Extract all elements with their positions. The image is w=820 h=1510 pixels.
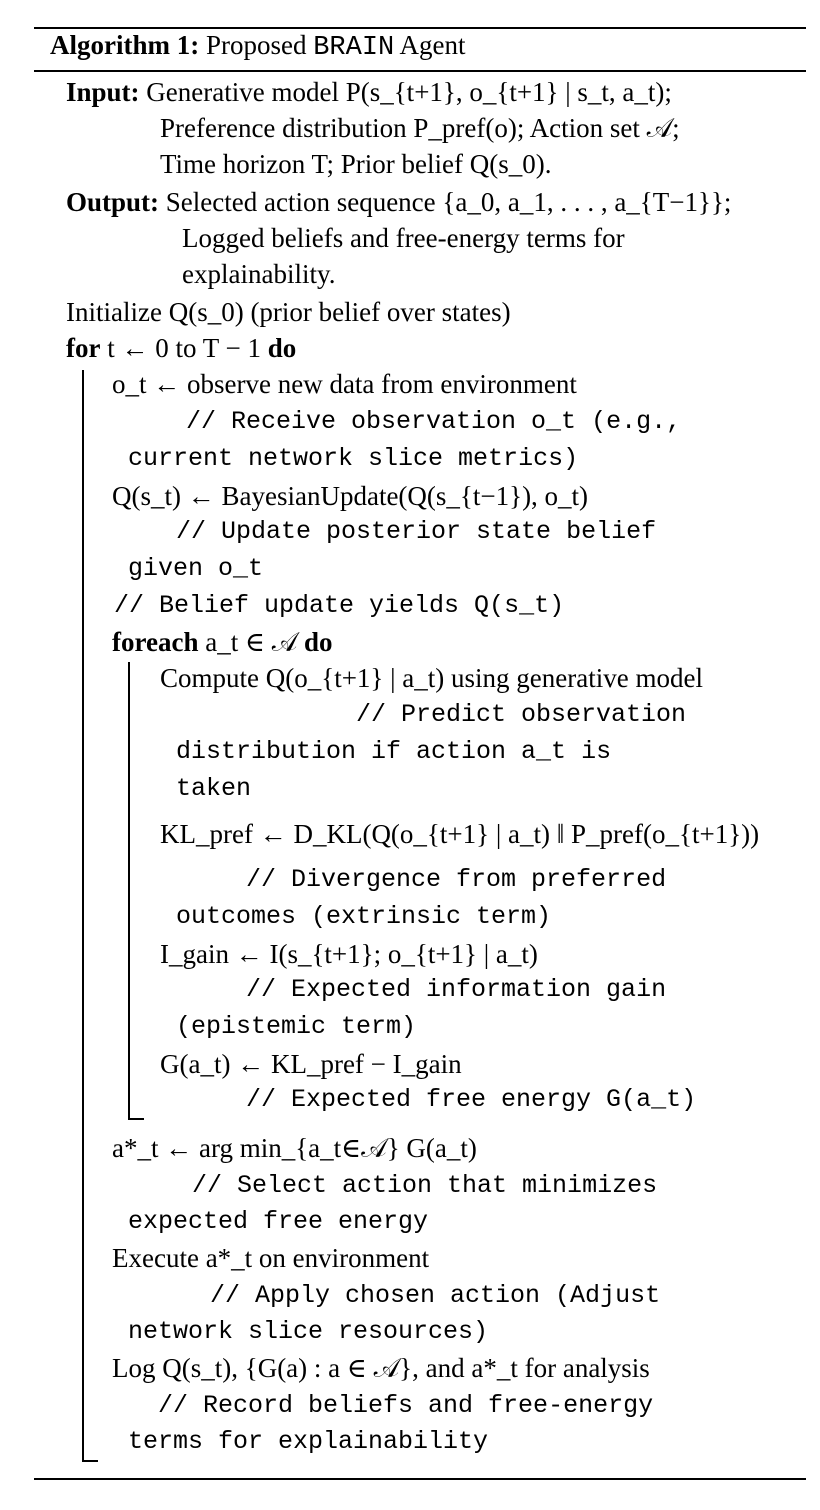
argmin-comment-1: // Select action that minimizes xyxy=(192,1171,658,1200)
top-rule xyxy=(34,27,806,29)
bottom-rule xyxy=(34,1478,806,1480)
belief-comment: // Belief update yields Q(s_t) xyxy=(114,591,565,620)
output-line-2: Logged beliefs and free-energy terms for xyxy=(182,223,625,253)
execute-comment-1: // Apply chosen action (Adjust xyxy=(210,1281,661,1310)
g-comment: // Expected free energy G(a_t) xyxy=(246,1085,697,1114)
igain-line: I_gain ← I(s_{t+1}; o_{t+1} | a_t) xyxy=(160,939,538,969)
kl-comment-2: outcomes (extrinsic term) xyxy=(176,902,552,931)
bayes-comment-2: given o_t xyxy=(128,554,264,583)
input-line-3: Time horizon T; Prior belief Q(s_0). xyxy=(160,149,552,179)
execute-line: Execute a*_t on environment xyxy=(112,1243,430,1273)
output-line-1 xyxy=(66,184,731,220)
observe-comment-1: // Receive observation o_t (e.g., xyxy=(186,407,682,436)
foreach-loop-end xyxy=(128,1118,144,1120)
igain-comment-2: (epistemic term) xyxy=(176,1012,417,1041)
compute-line: Compute Q(o_{t+1} | a_t) using generative model xyxy=(160,663,703,693)
for-do-keyword: do xyxy=(267,333,297,363)
igain-comment-1: // Expected information gain xyxy=(246,975,667,1004)
foreach-range: a_t ∈ 𝒜 xyxy=(205,627,298,657)
argmin-comment-2: expected free energy xyxy=(128,1207,429,1236)
algorithm-title xyxy=(50,30,466,63)
input-keyword: Input: xyxy=(66,77,140,107)
observe-line: o_t ← observe new data from environment xyxy=(112,369,577,399)
compute-comment-2: distribution if action a_t is xyxy=(176,737,612,766)
input-line-1 xyxy=(66,74,672,110)
execute-comment-2: network slice resources) xyxy=(128,1317,489,1346)
init-line: Initialize Q(s_0) (prior belief over states) xyxy=(66,297,511,327)
kl-line: KL_pref ← D_KL(Q(o_{t+1} | a_t) ‖ P_pref(o_{t+1})) xyxy=(160,819,760,849)
compute-comment-3: taken xyxy=(176,774,252,803)
output-keyword: Output: xyxy=(66,187,160,217)
observe-comment-2: current network slice metrics) xyxy=(128,444,579,473)
input-text-1: Generative model P(s_{t+1}, o_{t+1} | s_t, a_t); xyxy=(146,77,672,107)
log-line: Log Q(s_t), {G(a) : a ∈ 𝒜}, and a*_t for analysis xyxy=(112,1353,650,1383)
title-prefix: Proposed xyxy=(205,30,307,60)
foreach-loop-bar xyxy=(128,662,130,1120)
algorithm-label: Algorithm 1: xyxy=(50,30,200,60)
for-range: t ← 0 to T − 1 xyxy=(107,333,261,363)
output-line-3: explainability. xyxy=(182,259,336,289)
title-rule xyxy=(34,70,806,72)
output-text-1: Selected action sequence {a_0, a_1, . . . , a_{T−1}}; xyxy=(165,187,732,217)
input-line-2: Preference distribution P_pref(o); Action set 𝒜; xyxy=(160,113,680,143)
for-keyword: for xyxy=(66,333,101,363)
for-loop-end xyxy=(82,1460,98,1462)
for-line xyxy=(66,330,296,366)
title-suffix: Agent xyxy=(399,30,466,60)
foreach-keyword: foreach xyxy=(112,627,199,657)
log-comment-2: terms for explainability xyxy=(128,1427,489,1456)
kl-comment-1: // Divergence from preferred xyxy=(246,865,667,894)
bayes-line: Q(s_t) ← BayesianUpdate(Q(s_{t−1}), o_t) xyxy=(112,481,589,511)
log-comment-1: // Record beliefs and free-energy xyxy=(158,1391,654,1420)
foreach-do-keyword: do xyxy=(304,627,333,657)
bayes-comment-1: // Update posterior state belief xyxy=(176,517,657,546)
foreach-line xyxy=(112,624,333,660)
g-line: G(a_t) ← KL_pref − I_gain xyxy=(160,1049,462,1079)
argmin-line: a*_t ← arg min_{a_t∈𝒜} G(a_t) xyxy=(112,1133,477,1163)
title-name: BRAIN xyxy=(313,33,395,63)
for-loop-bar xyxy=(82,370,84,1462)
compute-comment-1: // Predict observation xyxy=(356,700,687,729)
